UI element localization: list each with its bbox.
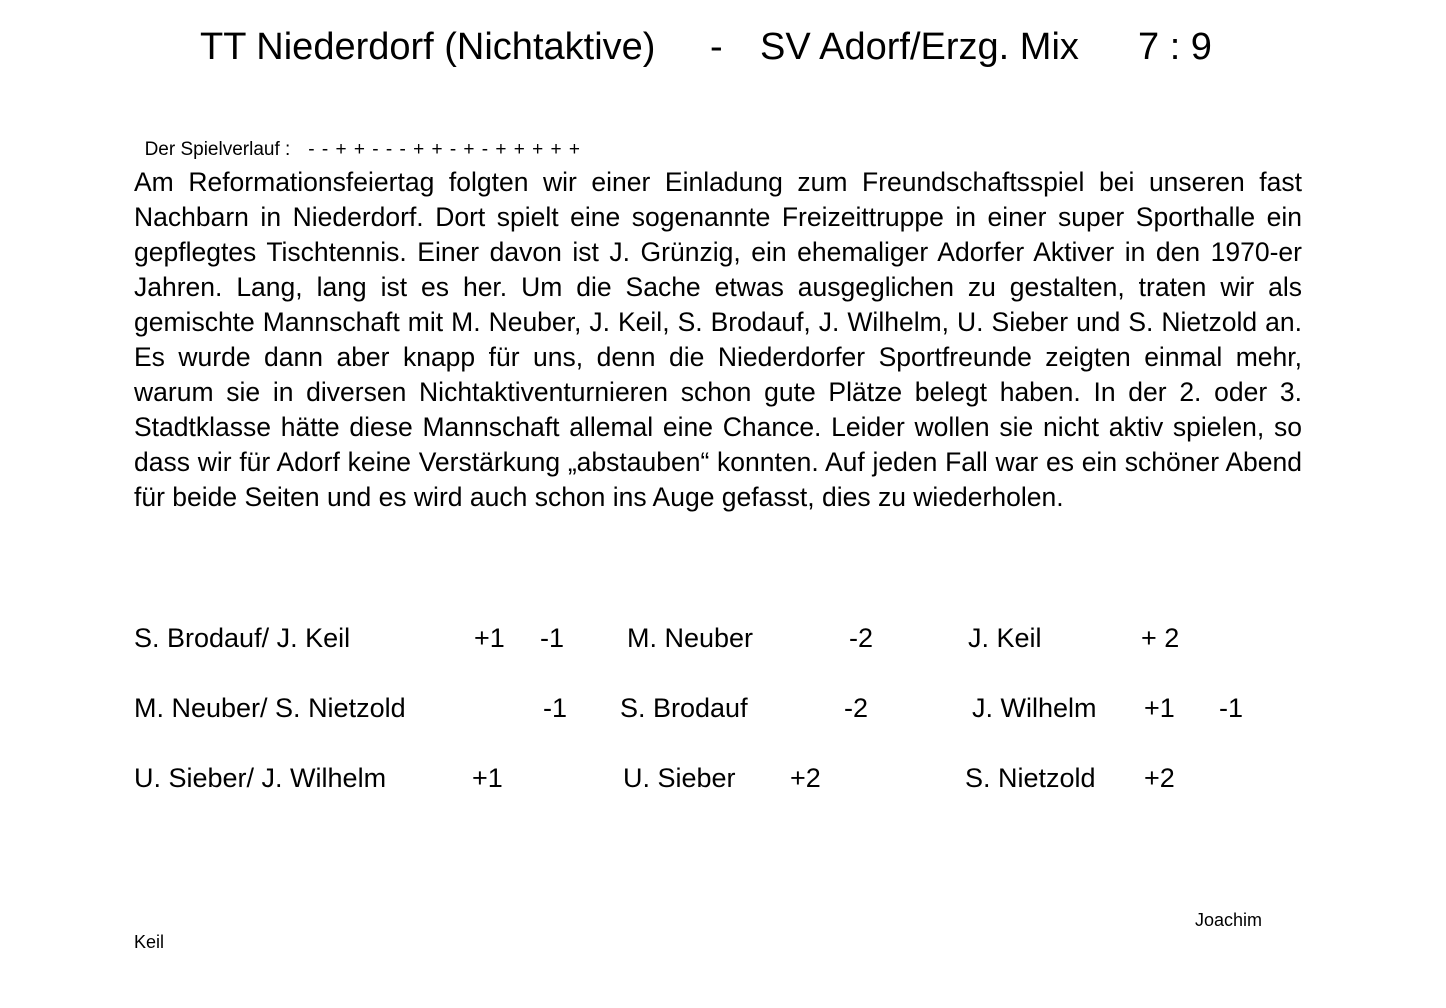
single-right-2-name: J. Wilhelm [972,693,1097,723]
single-right-1-score-1: + 2 [1141,623,1180,653]
single-middle-2-name: S. Brodauf [620,693,748,723]
author-last-name: Keil [134,932,165,952]
doubles-2-score-2: -1 [543,693,568,723]
single-right-1-name: J. Keil [968,623,1042,653]
single-middle-1-score: -2 [849,623,874,653]
single-right-2-score-2: -1 [1219,693,1244,723]
home-team: TT Niederdorf (Nichtaktive) [200,26,656,68]
single-middle-2-score: -2 [844,693,869,723]
single-middle-1-name: M. Neuber [627,623,754,653]
away-team: SV Adorf/Erzg. Mix [760,26,1079,68]
game-progress-label: Der Spielverlauf : [144,139,291,160]
single-middle-3-name: U. Sieber [623,763,736,793]
doubles-1-score-2: -1 [540,623,565,653]
game-progress-sequence: - - + + - - - + + - + - + + + + + [308,139,582,160]
title-separator: - [710,26,723,68]
final-score: 7 : 9 [1138,26,1212,68]
doubles-1-name: S. Brodauf/ J. Keil [134,623,351,653]
doubles-3-score-1: +1 [472,763,503,793]
single-right-3-score-1: +2 [1144,763,1175,793]
author-first-name: Joachim [1195,910,1263,930]
doubles-1-score-1: +1 [474,623,505,653]
single-right-2-score-1: +1 [1144,693,1175,723]
doubles-3-name: U. Sieber/ J. Wilhelm [134,763,387,793]
match-report: Am Reformationsfeiertag folgten wir einer Einladung zum Freundschaftsspiel bei unseren fast Nachbarn in Niederdorf. Dort spielt eine sogenannte Freizeittruppe in einer super Sporthalle ein gepflegtes Tischtennis. Einer davon ist J. Grünzig, ein ehemaliger Adorfer Aktiver in den 1970-er Jahren. Lang, lang ist es her. Um die Sache etwas ausgeglichen zu gestalten, traten wir als gemischte Mannschaft mit M. Neuber, J. Keil, S. Brodauf, J. Wilhelm, U. Sieber und S. Nietzold an. Es wurde dann aber knapp für uns, denn die Niederdorfer Sportfreunde zeigten einmal mehr, warum sie in diversen Nichtaktiventurnieren schon gute Plätze belegt haben. In der 2. oder 3. Stadtklasse hätte diese Mannschaft allemal eine Chance. Leider wollen sie nicht aktiv spielen, so dass wir für Adorf keine Verstärkung „abstauben“ konnten. Auf jeden Fall war es ein schöner Abend für beide Seiten und es wird auch schon ins Auge gefasst, dies zu wiederholen. [134,167,1302,512]
doubles-2-name: M. Neuber/ S. Nietzold [134,693,406,723]
match-title [0,24,1446,74]
single-middle-3-score: +2 [790,763,821,793]
single-right-3-name: S. Nietzold [965,763,1096,793]
game-progress [134,114,581,162]
